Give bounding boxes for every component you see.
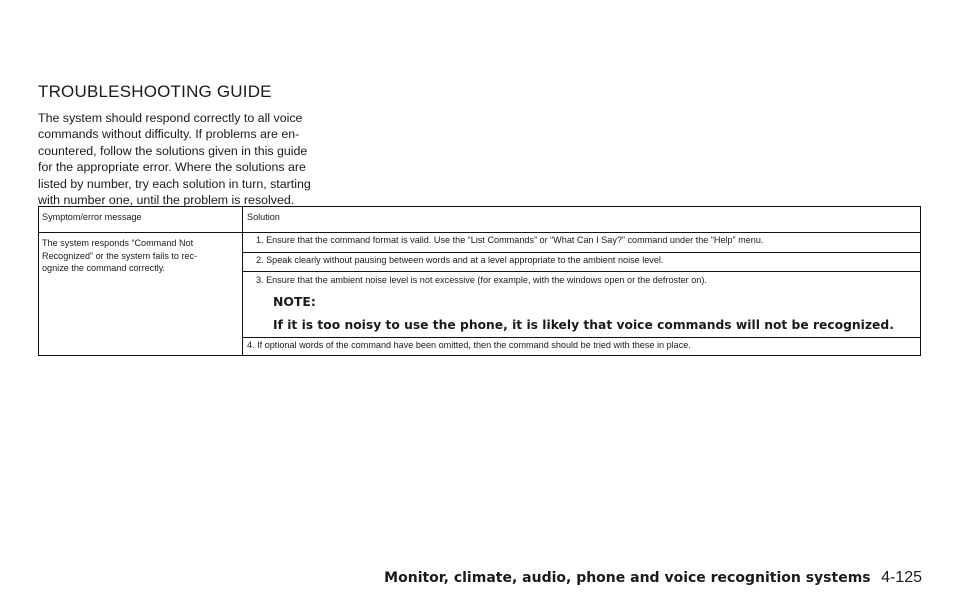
footer-section-title: Monitor, climate, audio, phone and voice recognition systems	[384, 570, 871, 586]
symptom-line: ognize the command correctly.	[42, 263, 166, 273]
note-text: If it is too noisy to use the phone, it is likely that voice commands will not be recognized.	[273, 318, 894, 332]
table-row	[39, 233, 921, 253]
solution-text: 3. Ensure that the ambient noise level is not excessive (for example, with the windows open or the defroster on).	[256, 275, 707, 285]
symptom-cell	[39, 233, 243, 356]
intro-line: listed by number, try each solution in turn, starting	[38, 176, 311, 191]
intro-line: with number one, until the problem is resolved.	[38, 193, 295, 208]
table-header-row	[39, 207, 921, 233]
symptom-line: The system responds “Command Not	[42, 238, 194, 248]
solution-cell: 2. Speak clearly without pausing between words and at a level appropriate to the ambient noise level.	[243, 253, 921, 272]
solution-cell: 1. Ensure that the command format is valid. Use the “List Commands” or “What Can I Say?” command under the “Help” menu.	[243, 233, 921, 253]
note-label: NOTE:	[273, 294, 316, 309]
symptom-line: Recognized” or the system fails to rec-	[42, 250, 198, 261]
page-number: 4-125	[881, 569, 922, 586]
intro-line: The system should respond correctly to all voice	[38, 111, 303, 125]
intro-paragraph	[38, 110, 328, 208]
intro-line: countered, follow the solutions given in this guide	[38, 143, 308, 158]
symptom-column-header: Symptom/error message	[39, 207, 243, 233]
solution-cell: 4. If optional words of the command have been omitted, then the command should be tried with these in place.	[243, 338, 921, 356]
solution-cell	[243, 272, 921, 338]
page-footer	[384, 569, 922, 587]
solution-column-header: Solution	[243, 207, 921, 233]
intro-line: for the appropriate error. Where the solutions are	[38, 160, 306, 175]
intro-line: commands without difficulty. If problems are en-	[38, 127, 300, 142]
section-heading: TROUBLESHOOTING GUIDE	[38, 82, 272, 101]
troubleshooting-table	[38, 206, 921, 356]
